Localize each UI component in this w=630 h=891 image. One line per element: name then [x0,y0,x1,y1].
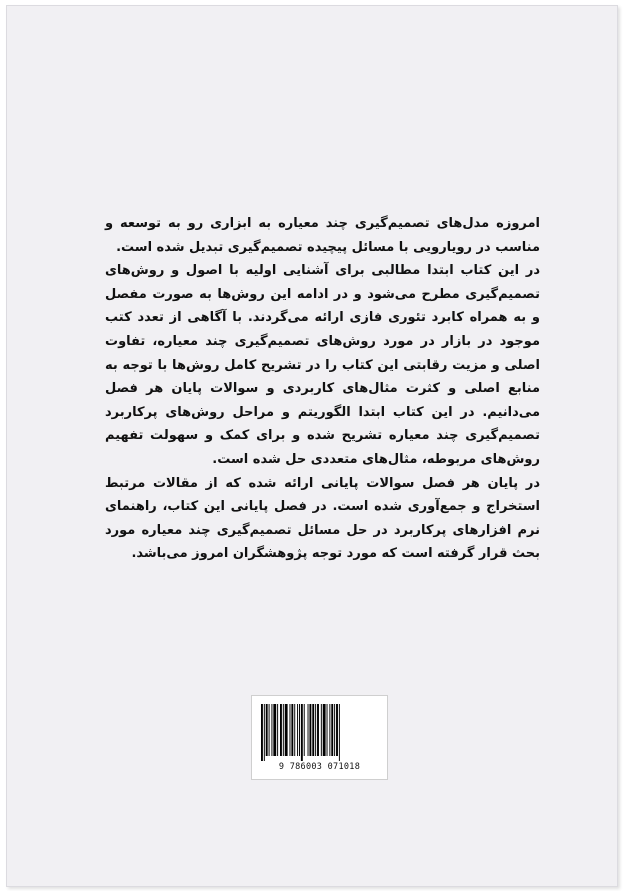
blurb-paragraph-closing: در پایان هر فصل سوالات پایانی ارائه شده که از مقالات مرتبط استخراج و جمع‌آوری شده است. در فصل پایانی این کتاب، راهنمای نرم افزارهای پرکاربرد در حل مسائل تصمیم‌گیری چند معیاره مورد بحث قرار گرفته است که مورد توجه پژوهشگران امروز می‌باشد. [105,475,540,562]
blurb-text [105,212,540,566]
barcode-bar [280,704,282,756]
barcode-bar [304,704,305,756]
barcode-bar [285,704,288,756]
barcode-bar [294,704,295,756]
barcode-bar [291,704,293,756]
barcode-digits: 9 786003 071018 [278,762,361,772]
barcode-bar [261,704,263,761]
barcode-bar [264,704,265,761]
barcode-bar [290,704,291,756]
barcode-bar [309,704,311,756]
barcode-bar [269,704,270,756]
barcode-bars [261,704,378,761]
barcode-bar [331,704,333,756]
barcode-bar [273,704,276,756]
barcode-bar [336,704,338,756]
barcode-bar [321,704,322,756]
blurb-paragraph-intro: امروزه مدل‌های تصمیم‌گیری چند معیاره به ابزاری رو به توسعه و مناسب در رویارویی با مسائل پیچیده تصمیم‌گیری تبدیل شده است. [105,216,540,255]
barcode-bar [277,704,278,756]
barcode-bar [317,704,319,756]
isbn-barcode [251,695,388,780]
barcode-bar [327,704,328,756]
barcode-bar [283,704,284,756]
barcode-bar [297,704,298,756]
barcode-bar [323,704,326,756]
barcode-bar [266,704,268,756]
barcode-bar [334,704,335,756]
barcode-bar [299,704,300,756]
barcode-bar [301,704,303,761]
blurb-paragraph-content: در این کتاب ابتدا مطالبی برای آشنایی اولیه با اصول و روش‌های تصمیم‌گیری مطرح می‌شود و در ادامه این روش‌ها به صورت مفصل و به همراه کابرد تئوری فازی ارائه می‌گردند. با آگاهی از تعدد کتب موجود در بازار در مورد روش‌های تصمیم‌گیری چند معیاره، تفاوت اصلی و مزیت رقابتی این کتاب را در تشریح کامل روش‌ها با توجه به منابع اصلی و کثرت مثال‌های کاربردی و سوالات پایان هر فصل می‌دانیم. در این کتاب ابتدا الگوریتم و مراحل روش‌های پرکاربرد تصمیم‌گیری چند معیاره تشریح شده و برای کمک و سهولت تفهیم روش‌های مربوطه، مثال‌های متعددی حل شده است. [105,263,540,467]
barcode-bar [315,704,316,756]
back-cover [6,5,618,887]
barcode-bar [329,704,330,756]
barcode-bar [308,704,309,756]
barcode-bar [312,704,314,756]
barcode-bar [271,704,272,756]
barcode-bar [339,704,340,761]
